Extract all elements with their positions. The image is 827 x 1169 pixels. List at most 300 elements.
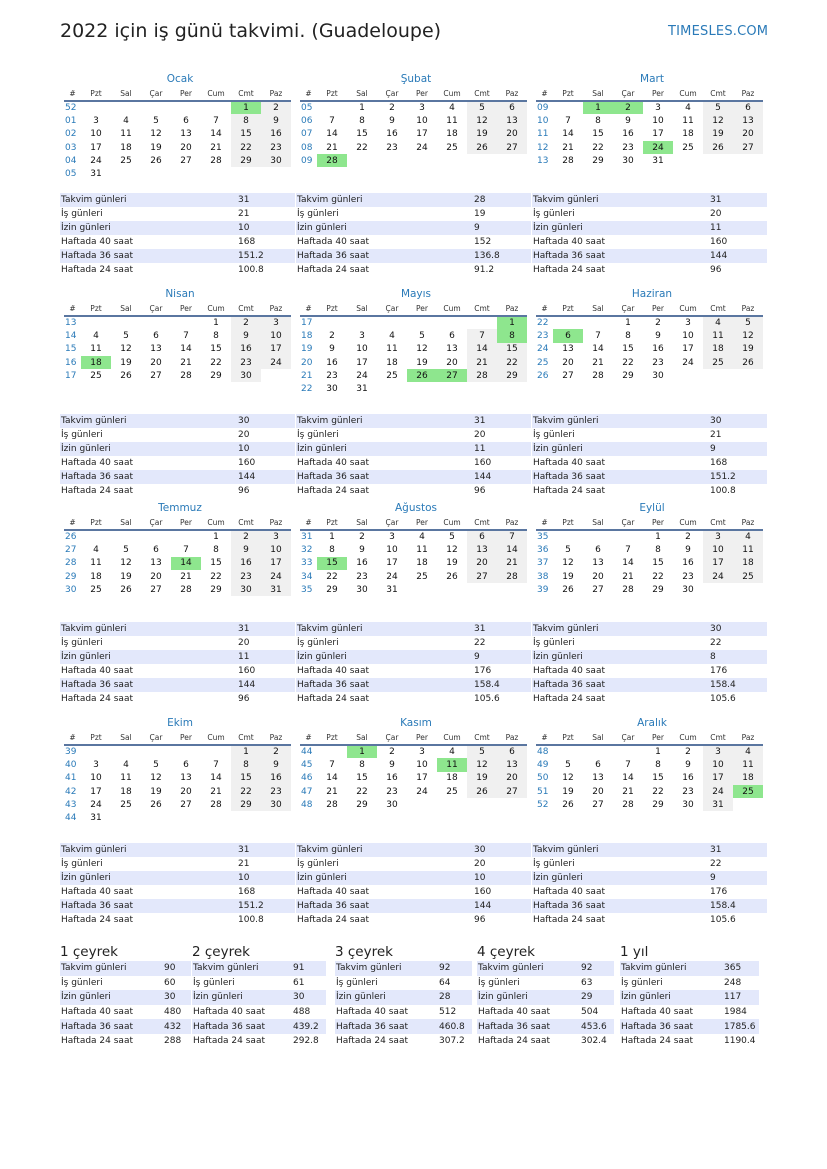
- day-cell: 2: [261, 101, 291, 114]
- stat-value: 11: [473, 442, 531, 456]
- day-cell: 18: [416, 558, 428, 569]
- stat-label: Takvim günleri: [60, 843, 237, 857]
- month-stats: [296, 414, 531, 498]
- stats-row: [296, 456, 531, 470]
- day-cell: 12: [120, 344, 132, 355]
- day-cell: 2: [329, 330, 335, 341]
- day-cell: [583, 530, 613, 543]
- day-cell: [407, 316, 437, 329]
- day-cell: 10: [682, 330, 694, 341]
- day-cell: 19: [562, 786, 574, 797]
- day-cell: 7: [213, 115, 219, 126]
- stat-value: 20: [473, 428, 531, 442]
- day-cell: 10: [416, 759, 428, 770]
- day-cell: 7: [467, 329, 497, 342]
- weekday-header: Sal: [111, 516, 141, 530]
- stat-value: 160: [473, 456, 531, 470]
- day-cell: 12: [562, 558, 574, 569]
- week-number: 26: [537, 370, 549, 381]
- day-cell: 16: [231, 343, 261, 356]
- day-cell: 29: [210, 584, 222, 595]
- day-cell: [111, 811, 141, 824]
- day-cell: 11: [90, 558, 102, 569]
- weekday-header: Paz: [497, 302, 527, 316]
- week-number: 09: [537, 103, 549, 114]
- stat-value: 136.8: [473, 249, 531, 263]
- stats-row: [477, 976, 614, 991]
- day-cell: 15: [356, 773, 368, 784]
- day-cell: 11: [437, 758, 467, 771]
- weekday-header: Per: [407, 302, 437, 316]
- day-cell: [553, 530, 583, 543]
- week-number: 43: [65, 799, 77, 810]
- day-cell: 23: [652, 357, 664, 368]
- day-cell: [467, 154, 497, 167]
- stat-value: 144: [237, 470, 295, 484]
- calendar-week-row: [300, 141, 527, 154]
- day-cell: [497, 798, 527, 811]
- stat-label: Haftada 40 saat: [60, 456, 237, 470]
- stat-value: 9: [473, 221, 531, 235]
- stats-row: [296, 484, 531, 498]
- day-cell: 10: [652, 115, 664, 126]
- stat-value: 64: [438, 976, 472, 991]
- quarter-stats: [60, 961, 191, 1049]
- stats-row: [192, 976, 326, 991]
- day-cell: 26: [407, 369, 437, 382]
- day-cell: 29: [210, 370, 222, 381]
- day-cell: 2: [655, 318, 661, 329]
- stat-value: 160: [473, 885, 531, 899]
- stats-row: [296, 899, 531, 913]
- day-cell: 6: [183, 115, 189, 126]
- day-cell: 16: [261, 128, 291, 141]
- stat-value: 91.2: [473, 263, 531, 277]
- day-cell: 19: [467, 128, 497, 141]
- day-cell: 24: [386, 571, 398, 582]
- day-cell: 29: [231, 798, 261, 811]
- day-cell: 16: [682, 558, 694, 569]
- stat-value: 248: [723, 976, 759, 991]
- month-name: Nisan: [165, 288, 195, 300]
- weekday-header: Per: [171, 516, 201, 530]
- day-cell: 20: [562, 357, 574, 368]
- day-cell: 30: [682, 799, 694, 810]
- stat-value: 30: [709, 414, 767, 428]
- stat-label: İş günleri: [532, 857, 709, 871]
- week-number: 51: [537, 786, 549, 797]
- day-cell: 17: [652, 129, 664, 140]
- weekday-header: Paz: [497, 516, 527, 530]
- day-cell: [673, 369, 703, 382]
- day-cell: [111, 316, 141, 329]
- day-cell: [81, 101, 111, 114]
- day-cell: 25: [90, 370, 102, 381]
- stat-value: 31: [237, 193, 295, 207]
- calendar-week-row: [64, 570, 291, 583]
- day-cell: 25: [733, 785, 763, 798]
- day-cell: 1: [347, 745, 377, 758]
- calendar-week-row: [536, 154, 763, 167]
- stat-value: 160: [237, 456, 295, 470]
- month-block: [532, 71, 768, 275]
- weekday-header: Cmt: [467, 731, 497, 745]
- weekday-header: Paz: [261, 516, 291, 530]
- quarter-title: 1 çeyrek: [60, 944, 118, 960]
- stat-value: 30: [163, 990, 191, 1005]
- day-cell: 31: [386, 584, 398, 595]
- day-cell: 30: [682, 584, 694, 595]
- stat-value: 10: [237, 871, 295, 885]
- day-cell: 24: [643, 141, 673, 154]
- day-cell: 30: [386, 799, 398, 810]
- day-cell: 22: [652, 786, 664, 797]
- stat-value: 96: [237, 484, 295, 498]
- stats-row: [620, 990, 759, 1005]
- stats-row: [620, 976, 759, 991]
- weekday-header: Cum: [673, 302, 703, 316]
- day-cell: 11: [733, 758, 763, 771]
- day-cell: 27: [592, 584, 604, 595]
- stat-label: Haftada 24 saat: [296, 484, 473, 498]
- day-cell: 1: [583, 101, 613, 114]
- weekday-header: Çar: [613, 87, 643, 101]
- day-cell: 19: [446, 558, 458, 569]
- day-cell: 15: [652, 558, 664, 569]
- day-cell: 11: [703, 329, 733, 342]
- calendar-week-row: [64, 785, 291, 798]
- stats-row: [532, 470, 767, 484]
- day-cell: [703, 154, 733, 167]
- month-block: [532, 715, 768, 925]
- stat-label: Takvim günleri: [192, 961, 292, 976]
- stat-label: Haftada 24 saat: [335, 1034, 438, 1049]
- calendar-week-row: [300, 114, 527, 127]
- stat-label: Takvim günleri: [60, 622, 237, 636]
- weekday-header: Sal: [583, 302, 613, 316]
- day-cell: 18: [90, 571, 102, 582]
- day-cell: 24: [90, 155, 102, 166]
- calendar-week-row: [64, 543, 291, 556]
- day-cell: 17: [416, 129, 428, 140]
- weekday-header: Cum: [437, 87, 467, 101]
- day-cell: 14: [326, 129, 338, 140]
- stat-label: Takvim günleri: [60, 414, 237, 428]
- day-cell: 6: [497, 745, 527, 758]
- day-cell: [111, 530, 141, 543]
- calendar-week-row: [64, 798, 291, 811]
- calendar-week-row: [300, 785, 527, 798]
- day-cell: [583, 745, 613, 758]
- month-name: Haziran: [631, 288, 673, 300]
- day-cell: 5: [449, 532, 455, 543]
- week-number: 29: [65, 571, 77, 582]
- day-cell: 6: [153, 544, 159, 555]
- stats-row: [532, 456, 767, 470]
- day-cell: 10: [90, 129, 102, 140]
- weekday-header: Çar: [377, 302, 407, 316]
- day-cell: 1: [213, 318, 219, 329]
- day-cell: 23: [356, 571, 368, 582]
- week-number: 39: [65, 747, 77, 758]
- stats-row: [477, 1019, 614, 1034]
- week-number: 24: [537, 344, 549, 355]
- day-cell: 3: [703, 530, 733, 543]
- day-cell: 21: [562, 142, 574, 153]
- day-cell: [317, 316, 347, 329]
- day-cell: 11: [386, 344, 398, 355]
- day-cell: 8: [497, 329, 527, 342]
- calendar-week-row: [536, 316, 763, 329]
- stat-label: Haftada 36 saat: [296, 470, 473, 484]
- day-cell: 9: [329, 344, 335, 355]
- calendar-week-row: [64, 583, 291, 596]
- weekday-header: Per: [407, 516, 437, 530]
- stats-row: [60, 193, 295, 207]
- stat-value: 168: [709, 456, 767, 470]
- stat-value: 96: [709, 263, 767, 277]
- day-cell: 17: [682, 344, 694, 355]
- stats-row: [60, 678, 295, 692]
- day-cell: 13: [150, 558, 162, 569]
- day-cell: 28: [592, 370, 604, 381]
- day-cell: 25: [90, 584, 102, 595]
- quarter-title: 3 çeyrek: [335, 944, 393, 960]
- site-logo-link[interactable]: TIMESLES.COM: [668, 24, 769, 39]
- month-name: Ekim: [167, 717, 193, 729]
- day-cell: 22: [356, 142, 368, 153]
- day-cell: 29: [231, 154, 261, 167]
- stat-label: İzin günleri: [296, 871, 473, 885]
- stat-label: Haftada 36 saat: [532, 249, 709, 263]
- weekday-header: Çar: [377, 731, 407, 745]
- stat-value: 8: [709, 650, 767, 664]
- day-cell: 9: [261, 758, 291, 771]
- stat-label: Haftada 36 saat: [60, 1019, 163, 1034]
- stat-label: Haftada 40 saat: [477, 1005, 580, 1020]
- calendar-week-row: [64, 114, 291, 127]
- stat-label: Haftada 36 saat: [477, 1019, 580, 1034]
- weekday-header: Paz: [261, 731, 291, 745]
- stat-value: 90: [163, 961, 191, 976]
- day-cell: 25: [120, 155, 132, 166]
- weekday-header: Çar: [141, 302, 171, 316]
- calendar-week-row: [64, 141, 291, 154]
- day-cell: 4: [733, 530, 763, 543]
- day-cell: 17: [261, 557, 291, 570]
- day-cell: [437, 316, 467, 329]
- calendar-week-row: [536, 772, 763, 785]
- day-cell: 15: [622, 344, 634, 355]
- day-cell: [437, 798, 467, 811]
- stats-row: [532, 207, 767, 221]
- day-cell: 21: [622, 571, 634, 582]
- day-cell: 16: [386, 129, 398, 140]
- stat-label: İş günleri: [296, 428, 473, 442]
- day-cell: 14: [180, 344, 192, 355]
- stats-row: [477, 990, 614, 1005]
- stat-value: 168: [237, 885, 295, 899]
- day-cell: 16: [386, 773, 398, 784]
- stat-label: Haftada 24 saat: [296, 913, 473, 927]
- day-cell: 5: [153, 759, 159, 770]
- stats-row: [296, 193, 531, 207]
- stats-row: [60, 456, 295, 470]
- day-cell: 25: [386, 370, 398, 381]
- stat-label: Takvim günleri: [296, 193, 473, 207]
- day-cell: [141, 167, 171, 180]
- calendar-week-row: [536, 128, 763, 141]
- day-cell: 17: [416, 773, 428, 784]
- stats-row: [60, 843, 295, 857]
- stat-label: Haftada 36 saat: [335, 1019, 438, 1034]
- stat-label: İzin günleri: [532, 442, 709, 456]
- month-stats: [60, 414, 295, 498]
- stats-row: [335, 1034, 472, 1049]
- weekday-header: Paz: [733, 516, 763, 530]
- stats-row: [296, 871, 531, 885]
- day-cell: 10: [356, 344, 368, 355]
- week-number: 08: [301, 142, 313, 153]
- day-cell: 18: [733, 557, 763, 570]
- day-cell: [613, 530, 643, 543]
- day-cell: 5: [565, 759, 571, 770]
- month-calendar: [300, 302, 527, 396]
- weekday-header: Cmt: [703, 87, 733, 101]
- stat-value: 105.6: [709, 692, 767, 706]
- stats-row: [60, 428, 295, 442]
- day-cell: 3: [93, 759, 99, 770]
- weekday-header: Cum: [437, 302, 467, 316]
- day-cell: 19: [120, 357, 132, 368]
- stats-row: [532, 650, 767, 664]
- day-cell: 21: [180, 357, 192, 368]
- day-cell: 27: [497, 785, 527, 798]
- month-block: [60, 500, 296, 704]
- stats-row: [60, 692, 295, 706]
- weekday-header: Çar: [377, 87, 407, 101]
- stat-value: 21: [709, 428, 767, 442]
- stat-value: 158.4: [709, 899, 767, 913]
- day-cell: 14: [210, 773, 222, 784]
- stats-row: [532, 843, 767, 857]
- week-number: 39: [537, 584, 549, 595]
- day-cell: 12: [120, 558, 132, 569]
- day-cell: 30: [231, 583, 261, 596]
- stats-row: [60, 221, 295, 235]
- month-block: [296, 715, 532, 925]
- stat-label: Haftada 40 saat: [296, 885, 473, 899]
- stats-row: [60, 484, 295, 498]
- month-calendar: [536, 516, 763, 596]
- day-cell: 21: [592, 357, 604, 368]
- stat-label: İzin günleri: [296, 650, 473, 664]
- day-cell: 18: [703, 343, 733, 356]
- stat-label: Haftada 24 saat: [296, 263, 473, 277]
- quarter-block: [335, 943, 472, 1049]
- stat-value: 105.6: [709, 913, 767, 927]
- week-number: 13: [537, 155, 549, 166]
- day-cell: [733, 583, 763, 596]
- stats-row: [60, 442, 295, 456]
- day-cell: 12: [733, 329, 763, 342]
- day-cell: 26: [703, 141, 733, 154]
- day-cell: [171, 101, 201, 114]
- stat-label: Haftada 36 saat: [532, 470, 709, 484]
- day-cell: 9: [261, 114, 291, 127]
- stat-value: 29: [580, 990, 614, 1005]
- stats-row: [296, 650, 531, 664]
- day-cell: 22: [210, 357, 222, 368]
- day-cell: 16: [231, 557, 261, 570]
- stats-row: [60, 857, 295, 871]
- calendar-week-row: [536, 329, 763, 342]
- day-cell: 26: [467, 785, 497, 798]
- day-cell: 30: [652, 370, 664, 381]
- weekday-header: Per: [407, 731, 437, 745]
- stat-label: İş günleri: [620, 976, 723, 991]
- stats-row: [296, 678, 531, 692]
- calendar-week-row: [300, 583, 527, 596]
- day-cell: 15: [210, 558, 222, 569]
- stats-row: [192, 1034, 326, 1049]
- weekday-header: Per: [643, 516, 673, 530]
- day-cell: 4: [685, 103, 691, 114]
- stats-row: [532, 428, 767, 442]
- quarter-stats: [477, 961, 614, 1049]
- week-number: 32: [301, 544, 313, 555]
- stat-label: Haftada 40 saat: [532, 235, 709, 249]
- weekday-header: Per: [407, 87, 437, 101]
- stat-value: 96: [473, 484, 531, 498]
- day-cell: [467, 583, 497, 596]
- day-cell: 1: [359, 103, 365, 114]
- week-number: 45: [301, 759, 313, 770]
- day-cell: 11: [416, 544, 428, 555]
- day-cell: [347, 154, 377, 167]
- month-stats: [532, 193, 767, 277]
- calendar-week-row: [536, 745, 763, 758]
- stat-label: Haftada 40 saat: [60, 885, 237, 899]
- day-cell: 31: [90, 813, 102, 824]
- week-number-header: #: [536, 731, 553, 745]
- week-number-header: #: [300, 87, 317, 101]
- day-cell: 8: [231, 758, 261, 771]
- day-cell: 3: [655, 103, 661, 114]
- calendar-week-row: [300, 128, 527, 141]
- weekday-header: Per: [643, 731, 673, 745]
- day-cell: 18: [682, 129, 694, 140]
- weekday-header: Cum: [673, 731, 703, 745]
- stat-value: 31: [473, 622, 531, 636]
- day-cell: 11: [446, 115, 458, 126]
- day-cell: 14: [467, 343, 497, 356]
- stat-label: İş günleri: [60, 428, 237, 442]
- day-cell: 5: [123, 330, 129, 341]
- month-name: Mayıs: [400, 288, 432, 300]
- day-cell: 4: [449, 103, 455, 114]
- day-cell: [407, 583, 437, 596]
- stat-label: Haftada 36 saat: [60, 470, 237, 484]
- stat-value: 20: [709, 207, 767, 221]
- day-cell: 5: [419, 330, 425, 341]
- day-cell: 9: [359, 544, 365, 555]
- day-cell: 2: [231, 316, 261, 329]
- stat-label: Takvim günleri: [532, 622, 709, 636]
- stat-value: 20: [237, 428, 295, 442]
- day-cell: 30: [231, 369, 261, 382]
- day-cell: [141, 530, 171, 543]
